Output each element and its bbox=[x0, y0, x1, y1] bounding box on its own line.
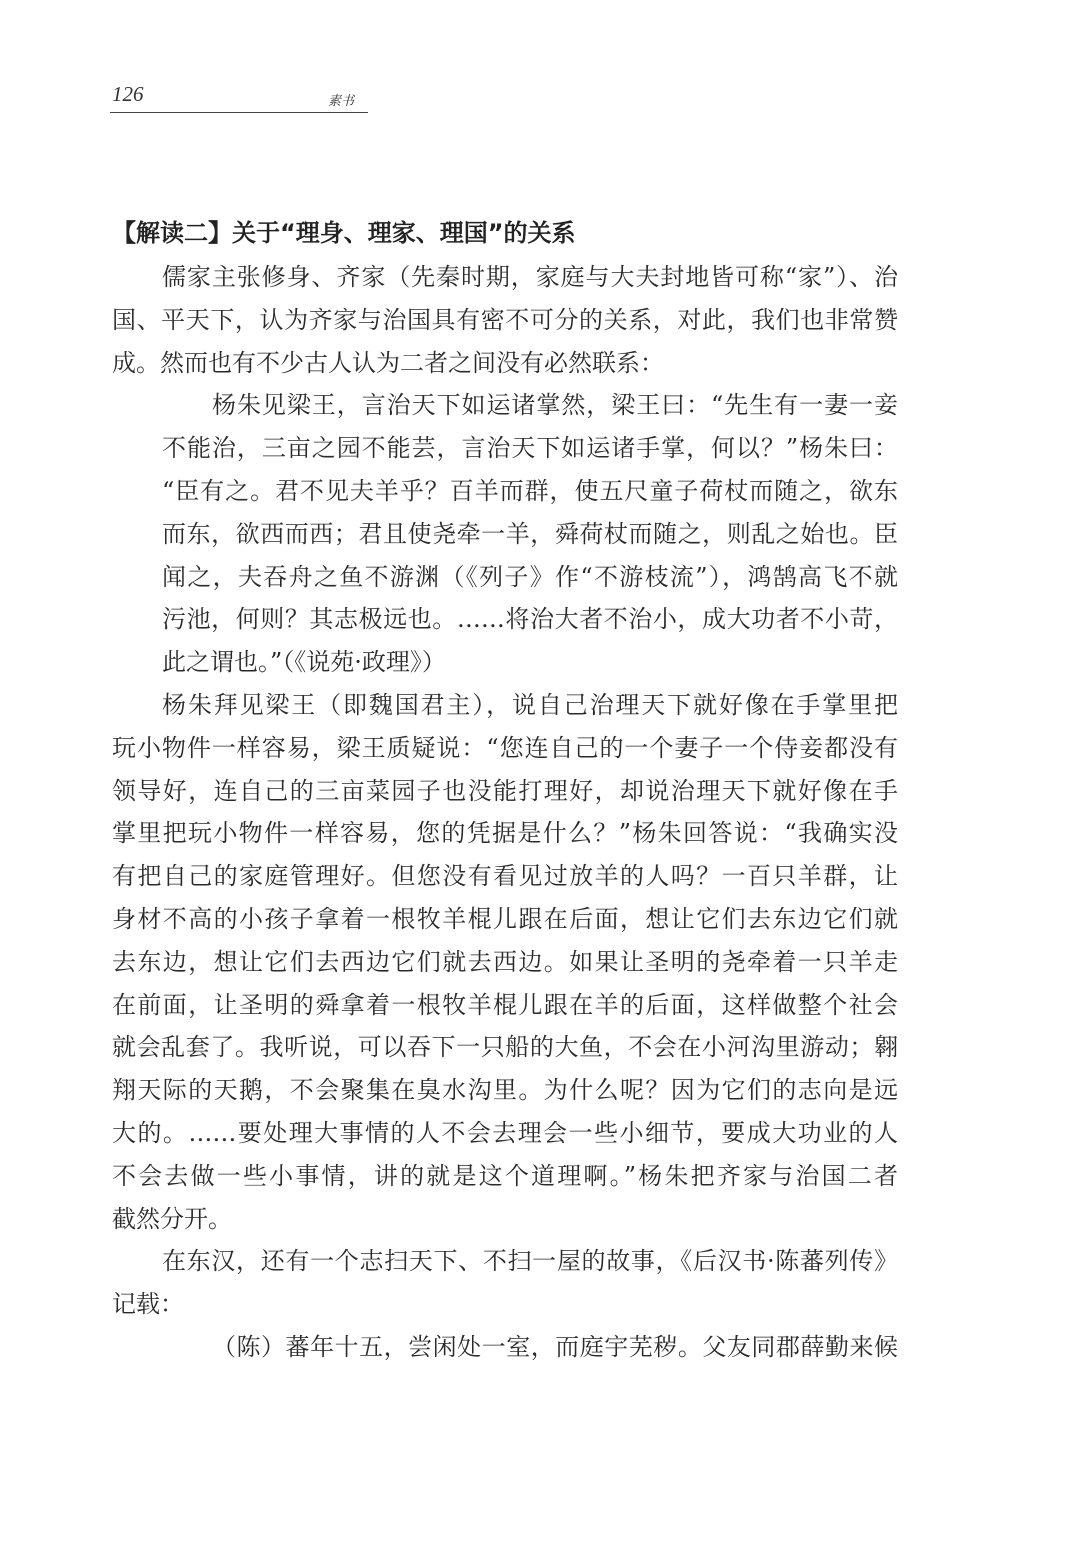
text-line: 成。然而也有不少古人认为二者之间没有必然联系： bbox=[112, 348, 664, 377]
text-line: 不会去做一些小事情，讲的就是这个道理啊。”杨朱把齐家与治国二者 bbox=[112, 1161, 898, 1190]
text-line: 国、平天下，认为齐家与治国具有密不可分的关系，对此，我们也非常赞 bbox=[112, 305, 898, 334]
quote-line: （陈）蕃年十五，尝闲处一室，而庭宇芜秽。父友同郡薛勤来候 bbox=[212, 1332, 898, 1361]
quote-line: “臣有之。君不见夫羊乎？百羊而群，使五尺童子荷杖而随之，欲东 bbox=[162, 476, 898, 505]
paragraph-donghan bbox=[112, 1240, 898, 1326]
text-line: 杨朱拜见梁王（即魏国君主），说自己治理天下就好像在手掌里把 bbox=[162, 690, 898, 719]
quote-houhanshu bbox=[112, 1326, 898, 1369]
text-line: 领导好，连自己的三亩菜园子也没能打理好，却说治理天下就好像在手 bbox=[112, 776, 898, 805]
paragraph-translation bbox=[112, 684, 898, 1240]
paragraph-intro bbox=[112, 256, 898, 384]
text-line: 截然分开。 bbox=[112, 1204, 232, 1233]
text-line: 儒家主张修身、齐家（先秦时期，家庭与大夫封地皆可称“家”）、治 bbox=[162, 263, 898, 291]
text-line: 大的。……要处理大事情的人不会去理会一些小细节，要成大功业的人 bbox=[112, 1118, 898, 1147]
running-head: 素书 bbox=[328, 94, 355, 109]
page-body bbox=[112, 212, 898, 1369]
text-line: 去东边，想让它们去西边它们就去西边。如果让圣明的尧牵着一只羊走 bbox=[112, 947, 898, 976]
quote-line: 不能治，三亩之园不能芸，言治天下如运诸手掌，何以？”杨朱曰： bbox=[162, 434, 898, 463]
text-line: 身材不高的小孩子拿着一根牧羊棍儿跟在后面，想让它们去东边它们就 bbox=[112, 904, 898, 933]
quote-line: 闻之，夫吞舟之鱼不游渊（《列子》作“不游枝流”），鸿鹄高飞不就 bbox=[162, 562, 898, 591]
text-line: 玩小物件一样容易，梁王质疑说：“您连自己的一个妻子一个侍妾都没有 bbox=[112, 733, 898, 762]
text-line: 翔天际的天鹅，不会聚集在臭水沟里。为什么呢？因为它们的志向是远 bbox=[112, 1076, 898, 1105]
quote-line: 杨朱见梁王，言治天下如运诸掌然，梁王曰：“先生有一妻一妾 bbox=[212, 391, 898, 420]
text-line: 在东汉，还有一个志扫天下、不扫一屋的故事，《后汉书·陈蕃列传》 bbox=[162, 1247, 898, 1276]
section-title: 【解读二】关于“理身、理家、理国”的关系 bbox=[112, 219, 576, 247]
quote-line: 污池，何则？其志极远也。……将治大者不治小，成大功者不小苛， bbox=[162, 605, 898, 634]
text-line: 在前面，让圣明的舜拿着一根牧羊棍儿跟在羊的后面，这样做整个社会 bbox=[112, 990, 898, 1019]
quote-line: 此之谓也。”（《说苑·政理》） bbox=[162, 648, 446, 677]
quote-shuoyuan bbox=[112, 384, 898, 684]
text-line: 掌里把玩小物件一样容易，您的凭据是什么？”杨朱回答说：“我确实没 bbox=[112, 819, 898, 848]
text-line: 记载： bbox=[112, 1290, 184, 1319]
page-header bbox=[110, 82, 368, 113]
text-line: 就会乱套了。我听说，可以吞下一只船的大鱼，不会在小河沟里游动；翱 bbox=[112, 1033, 898, 1062]
quote-line: 而东，欲西而西；君且使尧牵一羊，舜荷杖而随之，则乱之始也。臣 bbox=[162, 519, 898, 548]
text-line: 有把自己的家庭管理好。但您没有看见过放羊的人吗？一百只羊群，让 bbox=[112, 862, 898, 891]
page-number: 126 bbox=[112, 82, 144, 106]
